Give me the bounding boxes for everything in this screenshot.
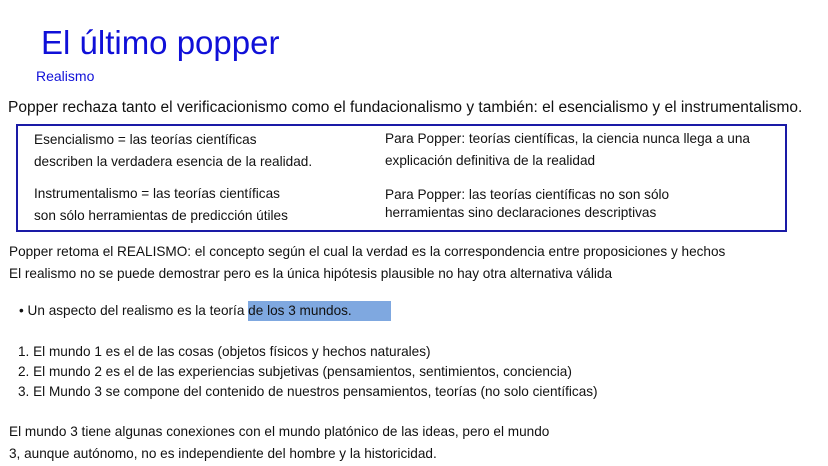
three-worlds-bullet: • Un aspecto del realismo es la teoría de los 3 mundos. [19, 303, 391, 318]
text-selection-highlight: de los 3 mundos. [248, 301, 391, 321]
slide-title: El último popper [41, 24, 280, 61]
popper-essentialism-view: Para Popper: teorías científicas, la ciencia nunca llega a una explicación definitiva de la realidad [385, 131, 750, 168]
realism-paragraph: Popper retoma el REALISMO: el concepto según el cual la verdad es la correspondencia entre proposiciones y hechos El realismo no se puede demostrar pero es la única hipótesis plausible no hay otra alternativa válida [9, 244, 726, 281]
instrumentalism-definition: Instrumentalismo = las teorías científicas son sólo herramientas de predicción útiles [34, 186, 288, 223]
popper-instrumentalism-view: Para Popper: las teorías científicas no son sólo herramientas sino declaraciones descriptivas [385, 187, 670, 220]
list-item: 1. El mundo 1 es el de las cosas (objetos físicos y hechos naturales) [18, 344, 431, 359]
worlds-list [18, 342, 598, 402]
essentialism-definition: Esencialismo = las teorías científicas describen la verdadera esencia de la realidad. [34, 132, 313, 169]
comparison-box [16, 124, 787, 232]
closing-paragraph: El mundo 3 tiene algunas conexiones con el mundo platónico de las ideas, pero el mundo 3, aunque autónomo, no es independiente del hombre y la historicidad. [9, 424, 550, 461]
slide-subtitle: Realismo [36, 68, 95, 84]
intro-text: Popper rechaza tanto el verificacionismo como el fundacionalismo y también: el esencialismo y el instrumentalismo. [8, 99, 803, 116]
list-item: 2. El mundo 2 es el de las experiencias subjetivas (pensamientos, sentimientos, conciencia) [18, 364, 572, 379]
list-item: 3. El Mundo 3 se compone del contenido de nuestros pensamientos, teorías (no solo científicas) [18, 384, 598, 399]
